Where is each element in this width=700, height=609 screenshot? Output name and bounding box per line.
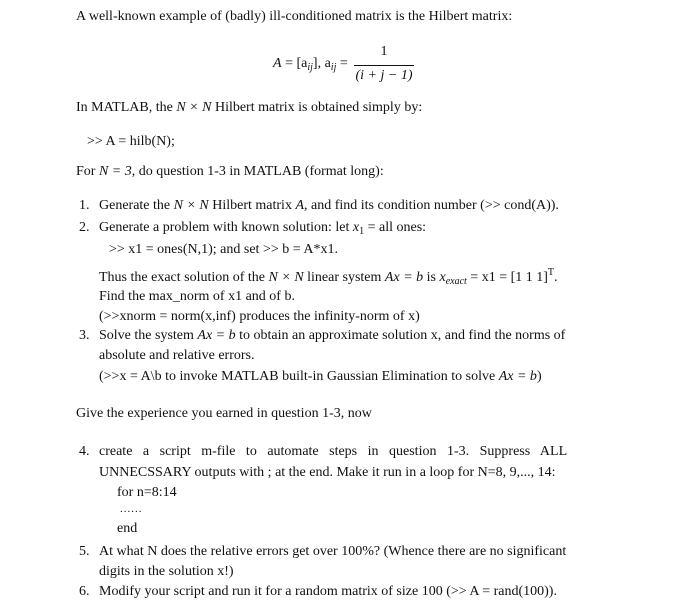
experience-prompt: Give the experience you earned in question 1-3, now — [76, 406, 372, 421]
q2-number: 2. — [79, 220, 90, 235]
q2-text — [99, 219, 426, 241]
text-span: to obtain an approximate solution x, and find the norms of — [239, 328, 566, 343]
fraction-bar — [354, 65, 414, 66]
formula-bracket: = [a — [281, 56, 308, 71]
formula-subscript: ij — [307, 62, 313, 73]
math-x: x — [352, 220, 360, 235]
text-span: Hilbert matrix — [212, 198, 292, 213]
q5-line2: digits in the solution x!) — [99, 564, 234, 579]
math-nn: N × N — [173, 198, 209, 213]
q4-line1: create a script m-file to automate steps in question 1-3. Suppress ALL — [99, 444, 568, 459]
fraction-numerator: 1 — [380, 44, 388, 59]
text-span: For — [76, 164, 96, 179]
superscript: T — [547, 267, 555, 278]
math-x-exact: x — [439, 270, 446, 285]
q5-line1: At what N does the relative errors get over 100%? (Whence there are no significant — [99, 544, 567, 559]
text-span: . — [554, 270, 558, 285]
subscript: 1 — [359, 226, 365, 237]
text-span: = x1 = [1 1 1] — [466, 270, 548, 285]
q3-line3 — [99, 368, 542, 386]
hilbert-fraction — [354, 44, 414, 86]
text-span: Hilbert matrix is obtained simply by: — [214, 100, 423, 115]
q6-line1: Modify your script and run it for a random matrix of size 100 (>> A = rand(100)). — [99, 584, 557, 599]
q4-number: 4. — [79, 444, 90, 459]
matlab-intro — [76, 99, 422, 117]
q1-number: 1. — [79, 198, 90, 213]
q6-number: 6. — [79, 584, 90, 599]
hilbert-formula-lhs — [273, 55, 348, 77]
text-span: linear system — [307, 270, 382, 285]
text-span: is — [426, 270, 436, 285]
intro-text: A well-known example of (badly) ill-conditioned matrix is the Hilbert matrix: — [76, 9, 513, 24]
q3-number: 3. — [79, 328, 90, 343]
q4-code-for: for n=8:14 — [117, 485, 177, 500]
subscript: exact — [445, 276, 467, 287]
text-span: Solve the system — [99, 328, 194, 343]
formula-middle: ], a — [312, 56, 331, 71]
math-nn: N × N — [176, 100, 212, 115]
q3-line2: absolute and relative errors. — [99, 348, 255, 363]
math-A: A — [295, 198, 305, 213]
math-nn: N × N — [268, 270, 304, 285]
text-span: Generate a problem with known solution: let — [99, 220, 350, 235]
math-axb: Ax = b — [498, 369, 537, 384]
q1-text — [99, 197, 559, 215]
hilb-command: >> A = hilb(N); — [87, 134, 175, 149]
q4-code-end: end — [117, 521, 138, 536]
text-span: Generate the — [99, 198, 171, 213]
q4-line2: UNNECSSARY outputs with ; at the end. Make it run in a loop for N=8, 9,..., 14: — [99, 465, 556, 480]
text-span: , do question 1-3 in MATLAB (format long): — [131, 164, 384, 179]
for-n-line — [76, 163, 384, 181]
q5-number: 5. — [79, 544, 90, 559]
text-span: = all ones: — [364, 220, 427, 235]
q3-text — [99, 327, 565, 345]
q2-command: >> x1 = ones(N,1); and set >> b = A*x1. — [109, 242, 338, 257]
math-axb: Ax = b — [384, 270, 424, 285]
q4-code-dots: ...... — [120, 503, 143, 515]
text-span: (>>x = A\b to invoke MATLAB built-in Gaussian Elimination to solve — [99, 369, 496, 384]
formula-subscript: ij — [330, 62, 337, 73]
q2-find-norm: Find the max_norm of x1 and of b. — [99, 289, 295, 304]
text-span: Thus the exact solution of the — [99, 270, 266, 285]
math-axb: Ax = b — [197, 328, 236, 343]
text-span: ) — [536, 369, 542, 384]
text-span: , and find its condition number (>> cond(A)). — [304, 198, 559, 213]
q2-xnorm-note: (>>xnorm = norm(x,inf) produces the infinity-norm of x) — [99, 309, 420, 324]
text-span: In MATLAB, the — [76, 100, 173, 115]
fraction-denominator: (i + j − 1) — [355, 68, 413, 83]
formula-equals: = — [336, 56, 348, 71]
formula-symbol-A: A — [273, 56, 282, 71]
math-n-eq: N = 3 — [98, 164, 132, 179]
q2-exact-solution — [99, 264, 558, 291]
